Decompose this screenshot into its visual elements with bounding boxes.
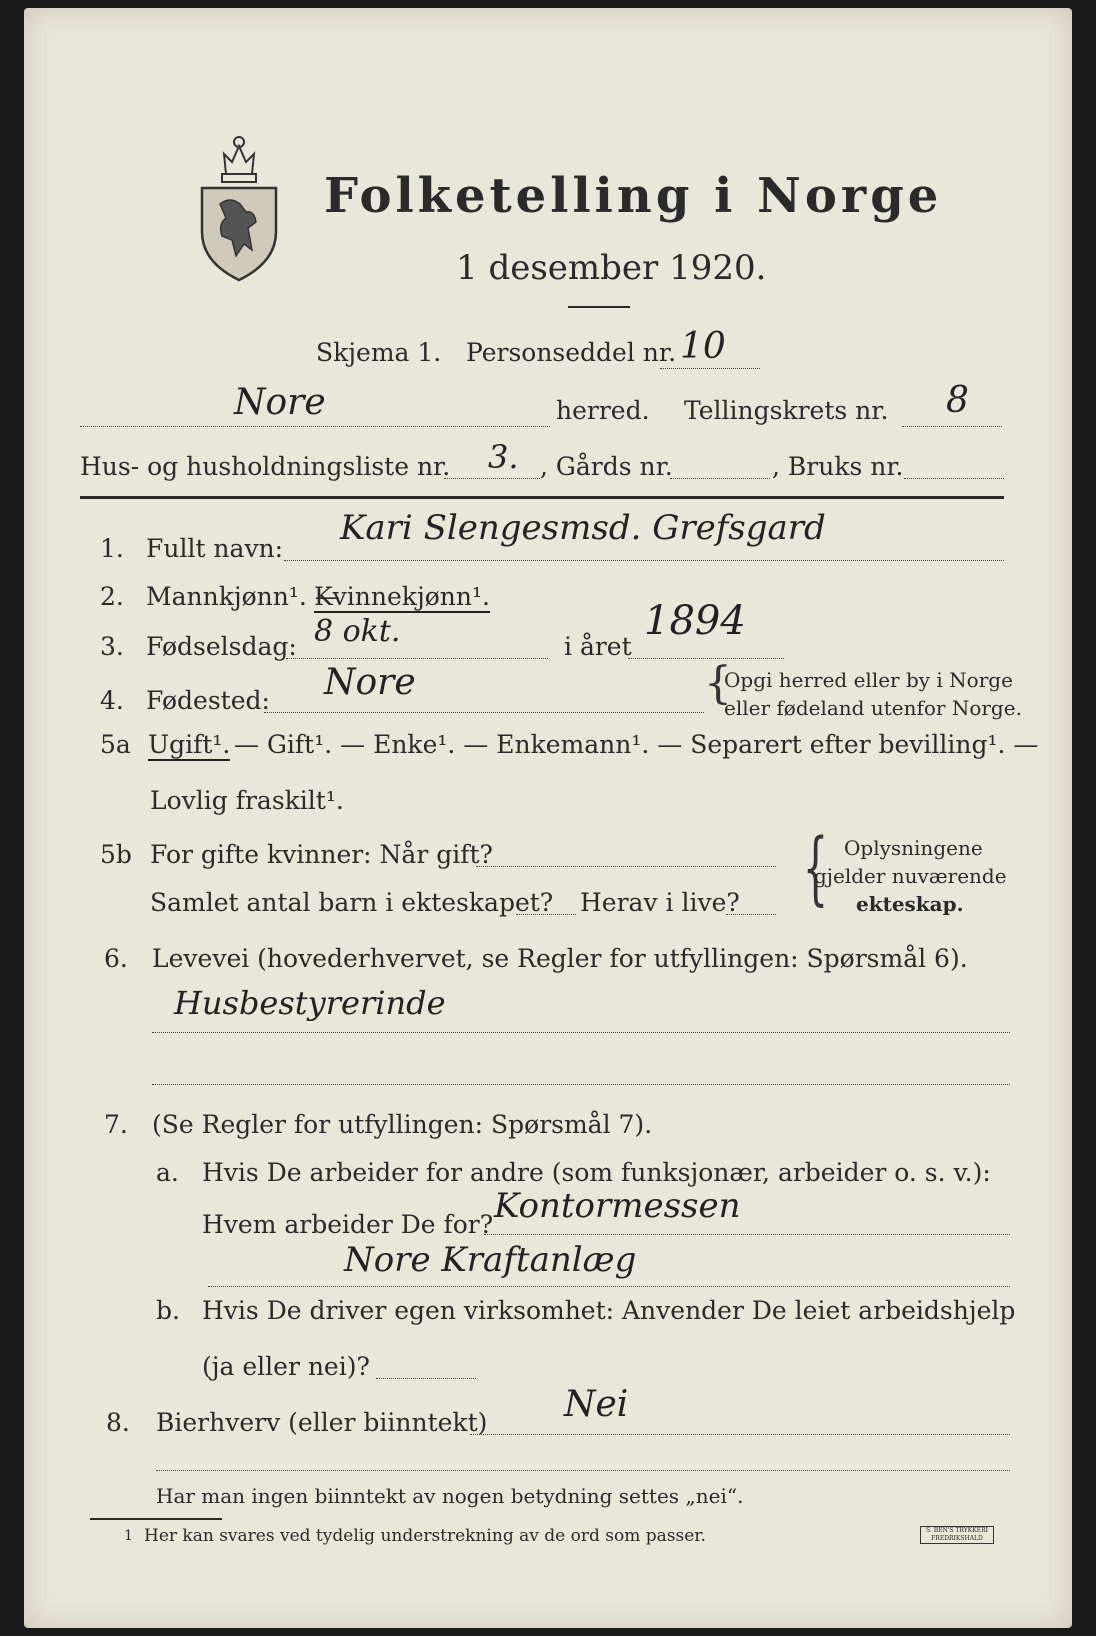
q7a-value-2: Nore Kraftanlæg [344,1240,637,1280]
tellingskrets-label: Tellingskrets nr. [684,396,889,425]
q6-label: Levevei (hovederhvervet, se Regler for utfyllingen: Spørsmål 6). [152,944,968,973]
q2-number: 2. [100,582,124,611]
norway-coat-of-arms-icon [196,132,282,284]
husliste-value: 3. [488,438,519,476]
q6-dotted-line-2 [152,1084,1010,1085]
q3-value: 8 okt. [314,614,401,649]
personseddel-value: 10 [680,326,726,367]
q5b-brace: { [802,821,829,914]
q4-value: Nore [324,662,416,703]
q5a-ugift: Ugift¹. [148,730,231,759]
census-date: 1 desember 1920. [456,248,767,288]
schema-label: Skjema 1. [316,338,442,367]
q3-year-label: i året [564,632,632,661]
printer-stamp-line-2: FREDRIKSHALD [931,1535,983,1542]
q4-dotted-line [264,712,704,713]
q5b-label-children: Samlet antal barn i ekteskapet? [150,888,554,917]
q7a-question: Hvem arbeider De for? [202,1210,494,1239]
herred-value: Nore [234,382,326,423]
q7b-number: b. [156,1296,180,1325]
q7a-value-1: Kontormessen [494,1186,741,1226]
q7-label: (Se Regler for utfyllingen: Spørsmål 7). [152,1110,653,1139]
q6-number: 6. [104,944,128,973]
q7b-label: Hvis De driver egen virksomhet: Anvender De leiet arbeidshjelp [202,1296,1016,1325]
q2-female: Kvinnekjønn¹. [314,582,490,611]
q8-dotted-line-1 [470,1434,1010,1435]
herred-dotted-line [80,426,550,427]
title-divider [568,306,630,308]
q1-number: 1. [100,534,124,563]
q5b-note-3: ekteskap. [856,892,964,916]
printer-stamp-line-1: S. BEN'S TRYKKERI [926,1527,988,1534]
q3-year-value: 1894 [644,598,746,644]
q1-label: Fullt navn: [146,534,284,563]
q5b-children-dotted-line [516,914,576,915]
footnote-divider [90,1518,222,1520]
q1-dotted-line [284,560,1004,561]
q4-note-1: Opgi herred eller by i Norge [724,668,1013,692]
bruks-dotted-line [904,478,1004,479]
q8-note: Har man ingen biinntekt av nogen betydning settes „nei“. [156,1484,744,1508]
q7b-question: (ja eller nei)? [202,1352,370,1381]
q6-dotted-line-1 [152,1032,1010,1033]
q5b-note-1: Oplysningene [844,836,983,860]
q8-dotted-line-2 [156,1470,1010,1471]
q3-label: Fødselsdag: [146,632,297,661]
footnote-text: Her kan svares ved tydelig understrekning av de ord som passer. [144,1526,706,1546]
section-divider [80,496,1004,499]
gards-label: , Gårds nr. [540,452,673,481]
q7a-dotted-line-2 [208,1286,1010,1287]
q8-value: Nei [564,1384,629,1425]
q3-dotted-line [286,658,548,659]
q7a-number: a. [156,1158,179,1187]
tellingskrets-dotted-line [902,426,1002,427]
q7a-label: Hvis De arbeider for andre (som funksjonær, arbeider o. s. v.): [202,1158,991,1187]
q5a-line2: Lovlig fraskilt¹. [150,786,344,815]
q8-label: Bierhverv (eller biinntekt) [156,1408,488,1437]
tellingskrets-value: 8 [946,380,969,421]
q1-value: Kari Slengesmsd. Grefsgard [340,508,826,548]
q7-number: 7. [104,1110,128,1139]
q5b-note-2: gjelder nuværende [814,864,1007,888]
q4-brace: { [704,658,732,709]
personseddel-dotted-line [660,368,760,369]
herred-label: herred. [556,396,650,425]
q5b-married-dotted-line [476,866,776,867]
q8-number: 8. [106,1408,130,1437]
personseddel-label: Personseddel nr. [466,338,677,367]
husliste-label: Hus- og husholdningsliste nr. [80,452,451,481]
q5b-number: 5b [100,840,132,869]
q4-label: Fødested: [146,686,270,715]
q3-number: 3. [100,632,124,661]
q6-value: Husbestyrerinde [174,984,446,1022]
q5b-alive-dotted-line [726,914,776,915]
q5a-options: — Gift¹. — Enke¹. — Enkemann¹. — Separert efter bevilling¹. — [234,730,1039,759]
census-form [24,8,1072,1628]
gards-dotted-line [670,478,770,479]
q4-note-2: eller fødeland utenfor Norge. [724,696,1022,720]
q7b-dotted-line [376,1378,476,1379]
husliste-dotted-line [444,478,540,479]
q5b-label-alive: Herav i live? [580,888,740,917]
q5b-label-married: For gifte kvinner: Når gift? [150,840,493,869]
q5a-number: 5a [100,730,131,759]
q2-male: Mannkjønn¹. — [146,582,340,611]
form-title: Folketelling i Norge [324,168,943,224]
bruks-label: , Bruks nr. [772,452,904,481]
q4-number: 4. [100,686,124,715]
printer-stamp [920,1526,994,1544]
footnote-mark: 1 [124,1528,133,1544]
q7a-dotted-line-1 [484,1234,1010,1235]
